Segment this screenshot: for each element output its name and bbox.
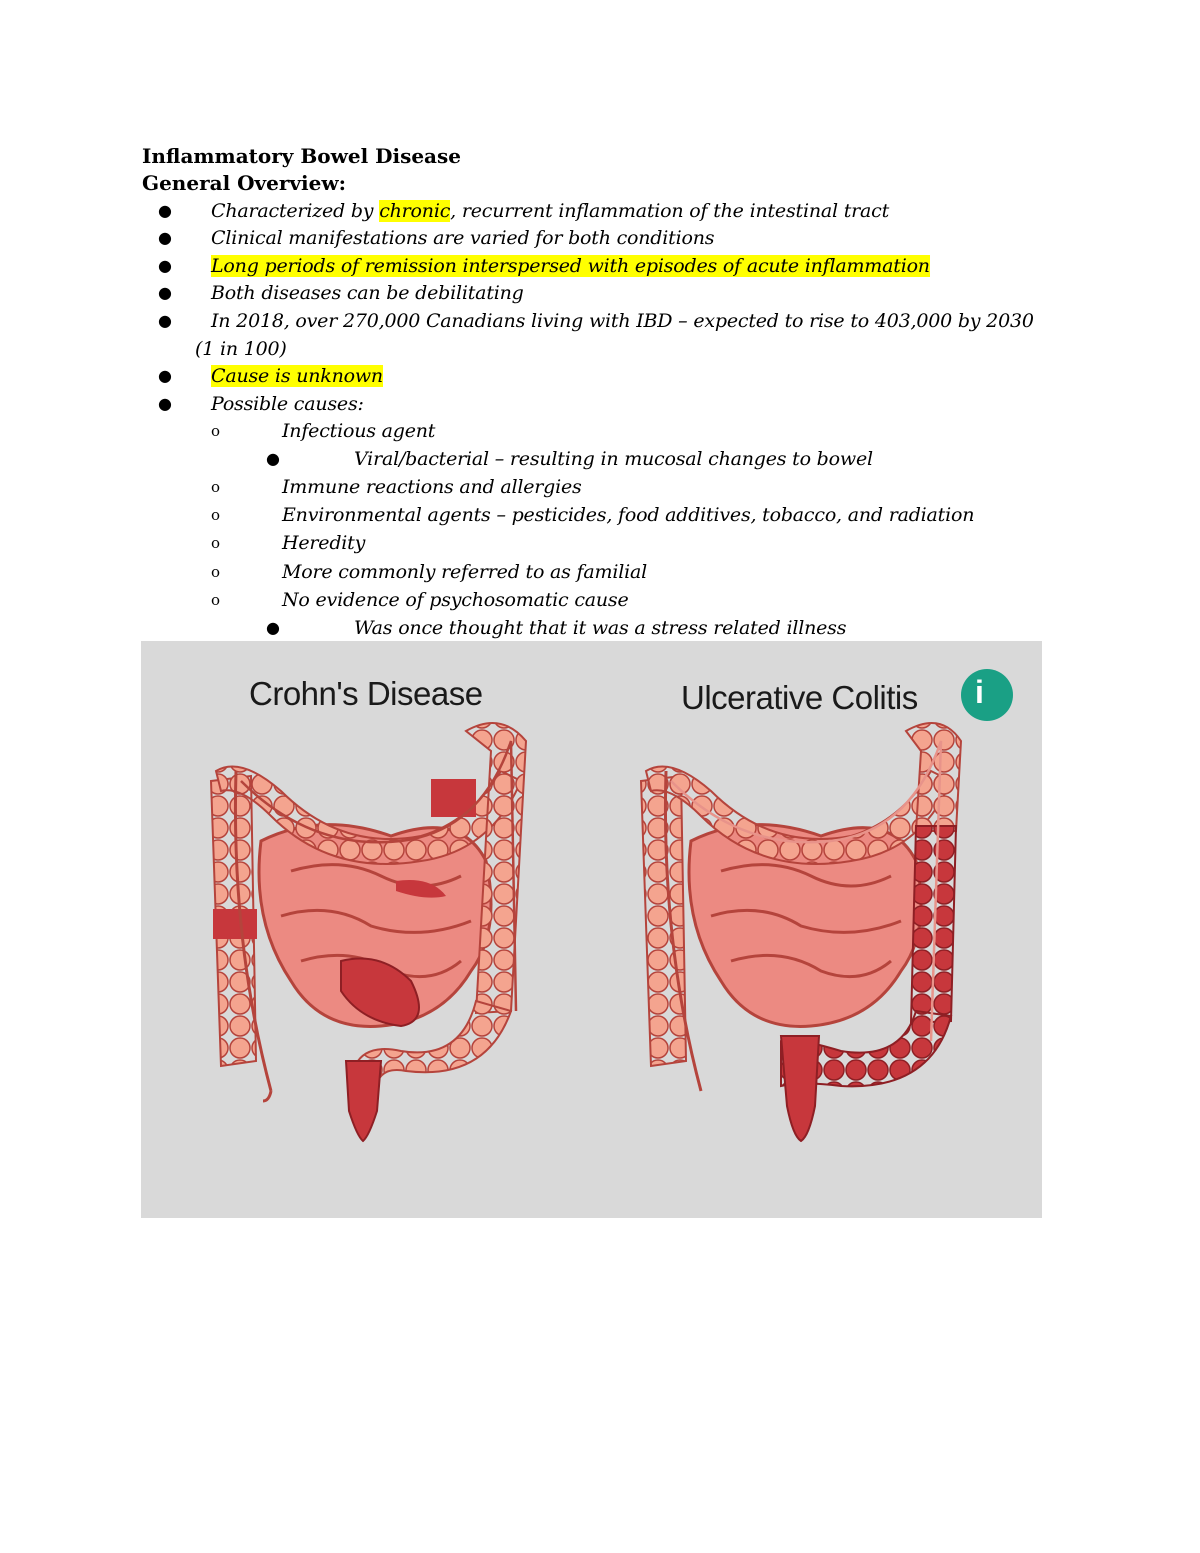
circle-bullet-icon: o bbox=[211, 534, 221, 552]
circle-bullet-icon: o bbox=[211, 506, 221, 524]
highlighted-text: Cause is unknown bbox=[211, 365, 383, 387]
bullet-icon: ● bbox=[158, 228, 172, 247]
list-item: Heredity bbox=[282, 532, 366, 554]
intestine-illustration bbox=[141, 641, 1042, 1218]
list-item: Possible causes: bbox=[211, 393, 364, 415]
list-item: Environmental agents – pesticides, food additives, tobacco, and radiation bbox=[282, 504, 975, 526]
crohns-label: Crohn's Disease bbox=[249, 675, 483, 712]
document-title: Inflammatory Bowel Disease bbox=[142, 144, 461, 168]
highlighted-text: Long periods of remission interspersed with episodes of acute inflammation bbox=[211, 255, 930, 277]
list-item: More commonly referred to as familial bbox=[282, 561, 647, 583]
list-item: Viral/bacterial – resulting in mucosal changes to bowel bbox=[354, 448, 873, 470]
list-item: Characterized by chronic, recurrent inflammation of the intestinal tract bbox=[211, 200, 890, 222]
brand-logo-icon: i bbox=[961, 669, 1013, 721]
bullet-icon: ● bbox=[158, 366, 172, 385]
bullet-icon: ● bbox=[158, 283, 172, 302]
crohns-colon bbox=[211, 723, 526, 1141]
circle-bullet-icon: o bbox=[211, 422, 221, 440]
bullet-icon: ● bbox=[158, 256, 172, 275]
bullet-icon: ● bbox=[158, 201, 172, 220]
bullet-icon: ● bbox=[158, 311, 172, 330]
list-item: Infectious agent bbox=[282, 420, 436, 442]
circle-bullet-icon: o bbox=[211, 591, 221, 609]
list-item: Immune reactions and allergies bbox=[282, 476, 582, 498]
list-item: In 2018, over 270,000 Canadians living with IBD – expected to rise to 403,000 by 2030 bbox=[211, 310, 1034, 332]
circle-bullet-icon: o bbox=[211, 478, 221, 496]
bullet-icon: ● bbox=[158, 394, 172, 413]
colitis-colon bbox=[641, 723, 961, 1141]
bullet-icon: ● bbox=[266, 618, 280, 637]
list-item-continuation: (1 in 100) bbox=[195, 338, 287, 360]
list-item bbox=[211, 253, 930, 279]
section-heading: General Overview: bbox=[142, 171, 346, 195]
bullet-icon: ● bbox=[266, 449, 280, 468]
highlighted-text: chronic bbox=[379, 200, 451, 222]
ibd-comparison-figure bbox=[141, 641, 1042, 1218]
list-item: Clinical manifestations are varied for both conditions bbox=[211, 227, 715, 249]
list-item: Both diseases can be debilitating bbox=[211, 282, 524, 304]
list-item: Was once thought that it was a stress related illness bbox=[354, 617, 847, 639]
list-item bbox=[211, 363, 383, 389]
list-item: No evidence of psychosomatic cause bbox=[282, 589, 629, 611]
circle-bullet-icon: o bbox=[211, 563, 221, 581]
colitis-label: Ulcerative Colitis bbox=[681, 679, 918, 716]
